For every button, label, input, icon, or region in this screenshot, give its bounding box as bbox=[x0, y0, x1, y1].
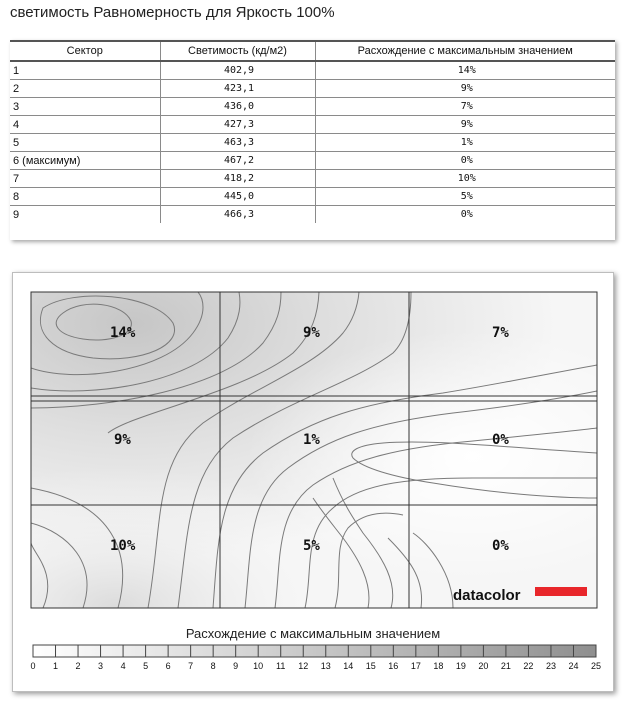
table-row bbox=[10, 134, 615, 152]
logo-red-bar bbox=[535, 587, 587, 596]
luminance-table bbox=[10, 40, 615, 240]
legend-scale-bar bbox=[33, 645, 596, 657]
cell-deviation: 7% bbox=[315, 98, 615, 116]
cell-luminance: 418,2 bbox=[160, 170, 315, 188]
cell-label-sector-8: 5% bbox=[303, 538, 320, 554]
legend-tick-label: 0 bbox=[30, 661, 36, 671]
cell-sector: 2 bbox=[10, 80, 160, 98]
table-header-row bbox=[10, 41, 615, 61]
legend-tick-label: 21 bbox=[500, 661, 511, 671]
cell-luminance: 427,3 bbox=[160, 116, 315, 134]
cell-deviation: 0% bbox=[315, 206, 615, 224]
legend-tick-label: 25 bbox=[590, 661, 601, 671]
cell-label-sector-7: 10% bbox=[110, 538, 136, 554]
legend-tick-label: 1 bbox=[53, 661, 59, 671]
page-title: светимость Равномерность для Яркость 100% bbox=[10, 4, 335, 21]
legend-tick-label: 24 bbox=[568, 661, 579, 671]
legend-tick-label: 18 bbox=[433, 661, 444, 671]
table-row bbox=[10, 206, 615, 224]
table-row bbox=[10, 80, 615, 98]
cell-deviation: 14% bbox=[315, 61, 615, 80]
cell-luminance: 445,0 bbox=[160, 188, 315, 206]
cell-luminance: 402,9 bbox=[160, 61, 315, 80]
legend-tick-label: 5 bbox=[143, 661, 149, 671]
cell-label-sector-6: 0% bbox=[492, 432, 509, 448]
legend-tick-label: 9 bbox=[233, 661, 239, 671]
legend-tick-label: 23 bbox=[545, 661, 556, 671]
cell-sector: 8 bbox=[10, 188, 160, 206]
cell-deviation: 5% bbox=[315, 188, 615, 206]
cell-label-sector-1: 14% bbox=[110, 325, 136, 341]
cell-deviation: 9% bbox=[315, 80, 615, 98]
cell-deviation: 10% bbox=[315, 170, 615, 188]
header-deviation: Расхождение с максимальным значением bbox=[315, 41, 615, 61]
table-row bbox=[10, 188, 615, 206]
cell-sector: 3 bbox=[10, 98, 160, 116]
cell-luminance: 436,0 bbox=[160, 98, 315, 116]
cell-label-sector-4: 9% bbox=[114, 432, 131, 448]
cell-sector: 7 bbox=[10, 170, 160, 188]
uniformity-map-panel bbox=[12, 272, 614, 692]
table-row bbox=[10, 116, 615, 134]
cell-luminance: 466,3 bbox=[160, 206, 315, 224]
legend-tick-label: 3 bbox=[98, 661, 104, 671]
legend-tick-label: 15 bbox=[365, 661, 376, 671]
header-sector: Сектор bbox=[10, 41, 160, 61]
legend-tick-label: 22 bbox=[523, 661, 534, 671]
cell-label-sector-3: 7% bbox=[492, 325, 509, 341]
legend-tick-labels bbox=[13, 661, 613, 675]
table-row bbox=[10, 98, 615, 116]
legend-tick-label: 6 bbox=[165, 661, 171, 671]
legend-tick-label: 4 bbox=[120, 661, 126, 671]
cell-label-sector-2: 9% bbox=[303, 325, 320, 341]
legend-tick-label: 17 bbox=[410, 661, 421, 671]
legend-tick-label: 10 bbox=[253, 661, 264, 671]
table-row bbox=[10, 61, 615, 80]
cell-luminance: 463,3 bbox=[160, 134, 315, 152]
table-row bbox=[10, 152, 615, 170]
logo-text: datacolor bbox=[453, 587, 521, 604]
legend-tick-label: 16 bbox=[388, 661, 399, 671]
header-luminance: Светимость (кд/м2) bbox=[160, 41, 315, 61]
cell-deviation: 9% bbox=[315, 116, 615, 134]
legend-tick-label: 2 bbox=[75, 661, 81, 671]
cell-deviation: 0% bbox=[315, 152, 615, 170]
legend-title: Расхождение с максимальным значением bbox=[185, 626, 441, 641]
legend-tick-label: 13 bbox=[320, 661, 331, 671]
legend-tick-label: 14 bbox=[343, 661, 354, 671]
cell-luminance: 467,2 bbox=[160, 152, 315, 170]
legend-tick-label: 7 bbox=[188, 661, 194, 671]
cell-label-sector-5: 1% bbox=[303, 432, 320, 448]
cell-deviation: 1% bbox=[315, 134, 615, 152]
legend-tick-label: 11 bbox=[276, 661, 286, 671]
legend-tick-label: 20 bbox=[478, 661, 489, 671]
cell-sector: 6 (максимум) bbox=[10, 152, 160, 170]
cell-sector: 1 bbox=[10, 61, 160, 80]
table-row bbox=[10, 170, 615, 188]
cell-sector: 9 bbox=[13, 208, 20, 221]
cell-label-sector-9: 0% bbox=[492, 538, 509, 554]
cell-luminance: 423,1 bbox=[160, 80, 315, 98]
legend-tick-label: 12 bbox=[298, 661, 309, 671]
cell-sector: 5 bbox=[10, 134, 160, 152]
legend-tick-label: 8 bbox=[210, 661, 216, 671]
legend-tick-label: 19 bbox=[455, 661, 466, 671]
cell-sector: 4 bbox=[10, 116, 160, 134]
